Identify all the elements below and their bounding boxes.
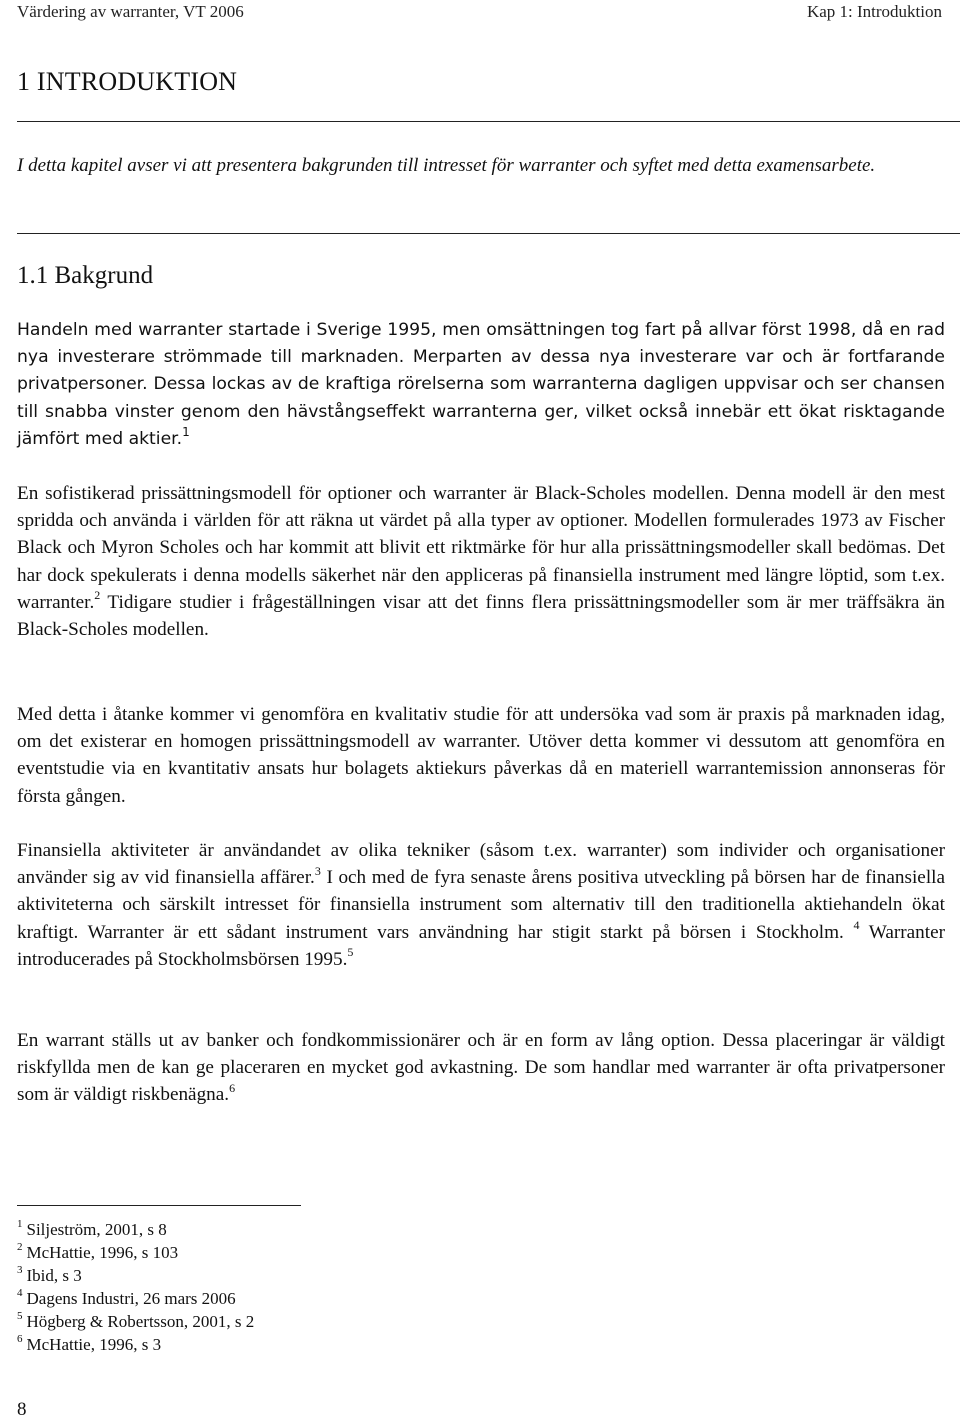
- footnote-text: McHattie, 1996, s 3: [26, 1335, 162, 1354]
- paragraph-5: [17, 1027, 945, 1109]
- footnote-number: 6: [17, 1333, 23, 1346]
- footnote-text: Ibid, s 3: [26, 1266, 82, 1285]
- footnote-ref-3[interactable]: 3: [314, 863, 321, 878]
- page-number: 8: [17, 1399, 27, 1420]
- footnote-item: [17, 1310, 254, 1333]
- chapter-intro: I detta kapitel avser vi att presentera bakgrunden till intresset för warranter och syftet med detta examensarbete.: [17, 155, 876, 176]
- paragraph-2: [17, 480, 945, 643]
- footnote-item: [17, 1287, 254, 1310]
- footnote-ref-4[interactable]: 4: [853, 918, 860, 933]
- section-title: 1.1 Bakgrund: [17, 262, 154, 289]
- footnote-ref-6[interactable]: 6: [229, 1081, 236, 1096]
- footnote-list: [17, 1218, 254, 1356]
- paragraph-4: [17, 837, 945, 973]
- footnote-text: Dagens Industri, 26 mars 2006: [26, 1289, 236, 1308]
- running-header-title: Värdering av warranter, VT 2006: [17, 2, 244, 21]
- paragraph-4-text-c: Warranter introducerades på Stockholmsbörsen 1995.: [17, 921, 946, 970]
- footnote-number: 3: [17, 1264, 23, 1277]
- paragraph-1-text-a: Handeln med warranter startade i Sverige 1995, men omsättningen tog fart på allvar först 1998, då en rad nya investerare strömmade till marknaden. Merparten av dessa nya investerare var och är fortfarande privatpersoner.: [17, 320, 945, 395]
- footnote-text: Siljeström, 2001, s 8: [26, 1220, 167, 1239]
- paragraph-1-text-b: Dessa lockas av de kraftiga rörelserna som warranterna dagligen uppvisar och ser chansen till snabba vinster genom den hävstångseffekt warranterna ger, vilket också innebär ett ökat risktagande jämfört med aktier.: [17, 374, 945, 449]
- footnote-number: 1: [17, 1218, 23, 1231]
- running-header-chapter: Kap 1: Introduktion: [806, 2, 942, 21]
- paragraph-2-text-b: Tidigare studier i frågeställningen visar att det finns flera prissättningsmodeller som är mer träffsäkra än Black-Scholes modellen.: [17, 591, 945, 641]
- footnote-ref-1[interactable]: 1: [182, 425, 190, 440]
- footnote-number: 5: [17, 1310, 23, 1323]
- paragraph-4-text-a: Finansiella aktiviteter är användandet av olika tekniker (såsom t.ex. warranter) som individer och organisationer använder sig av vid finansiella affärer.: [17, 840, 945, 889]
- footnote-item: [17, 1241, 254, 1264]
- chapter-rule-bottom: [17, 233, 960, 234]
- paragraph-1: [17, 317, 945, 453]
- footnote-item: [17, 1333, 254, 1356]
- chapter-title: 1 INTRODUKTION: [17, 67, 238, 96]
- footnote-item: [17, 1218, 254, 1241]
- footnote-text: Högberg & Robertsson, 2001, s 2: [26, 1312, 255, 1331]
- paragraph-4-text-b: I och med de fyra senaste årens positiva utveckling på börsen har de finansiella aktiviteterna och särskilt intresset för finansiella instrument som alternativ till den traditionella aktiehandeln ökat kraftigt. Warranter är ett sådant instrument vars användning har stigit starkt på börsen i Stockholm.: [17, 867, 946, 943]
- chapter-rule-top: [17, 121, 960, 122]
- footnote-ref-2[interactable]: 2: [94, 588, 101, 603]
- footnote-item: [17, 1264, 254, 1287]
- footnote-separator: [17, 1205, 301, 1206]
- footnote-ref-5[interactable]: 5: [347, 945, 354, 960]
- paragraph-2-text-a: En sofistikerad prissättningsmodell för optioner och warranter är Black-Scholes modellen. Denna modell är den mest spridda och använda i världen för att räkna ut värdet på alla typer av optioner. Modellen formulerades 1973 av Fischer Black och Myron Scholes och har kommit att blivit ett riktmärke för hur alla prissättningsmodeller skall bedömas. Det har dock spekulerats i denna modells säkerhet när den appliceras på finansiella instrument med längre löptid, som t.ex. warranter.: [17, 483, 945, 613]
- footnote-number: 4: [17, 1287, 23, 1300]
- footnote-number: 2: [17, 1241, 23, 1254]
- footnote-text: McHattie, 1996, s 103: [26, 1243, 179, 1262]
- paragraph-5-text: En warrant ställs ut av banker och fondkommissionärer och är en form av lång option. Dessa placeringar är väldigt riskfyllda men de kan ge placeraren en mycket god avkastning. De som handlar med warranter är ofta privatpersoner som är väldigt riskbenägna.: [17, 1030, 945, 1106]
- paragraph-3: Med detta i åtanke kommer vi genomföra en kvalitativ studie för att undersöka vad som är praxis på marknaden idag, om det existerar en homogen prissättningsmodell av warranter. Utöver detta kommer vi dessutom att genomföra en eventstudie via en kvantitativ ansats hur bolagets aktiekurs påverkas då en materiell warrantemission annonseras för första gången.: [17, 704, 945, 807]
